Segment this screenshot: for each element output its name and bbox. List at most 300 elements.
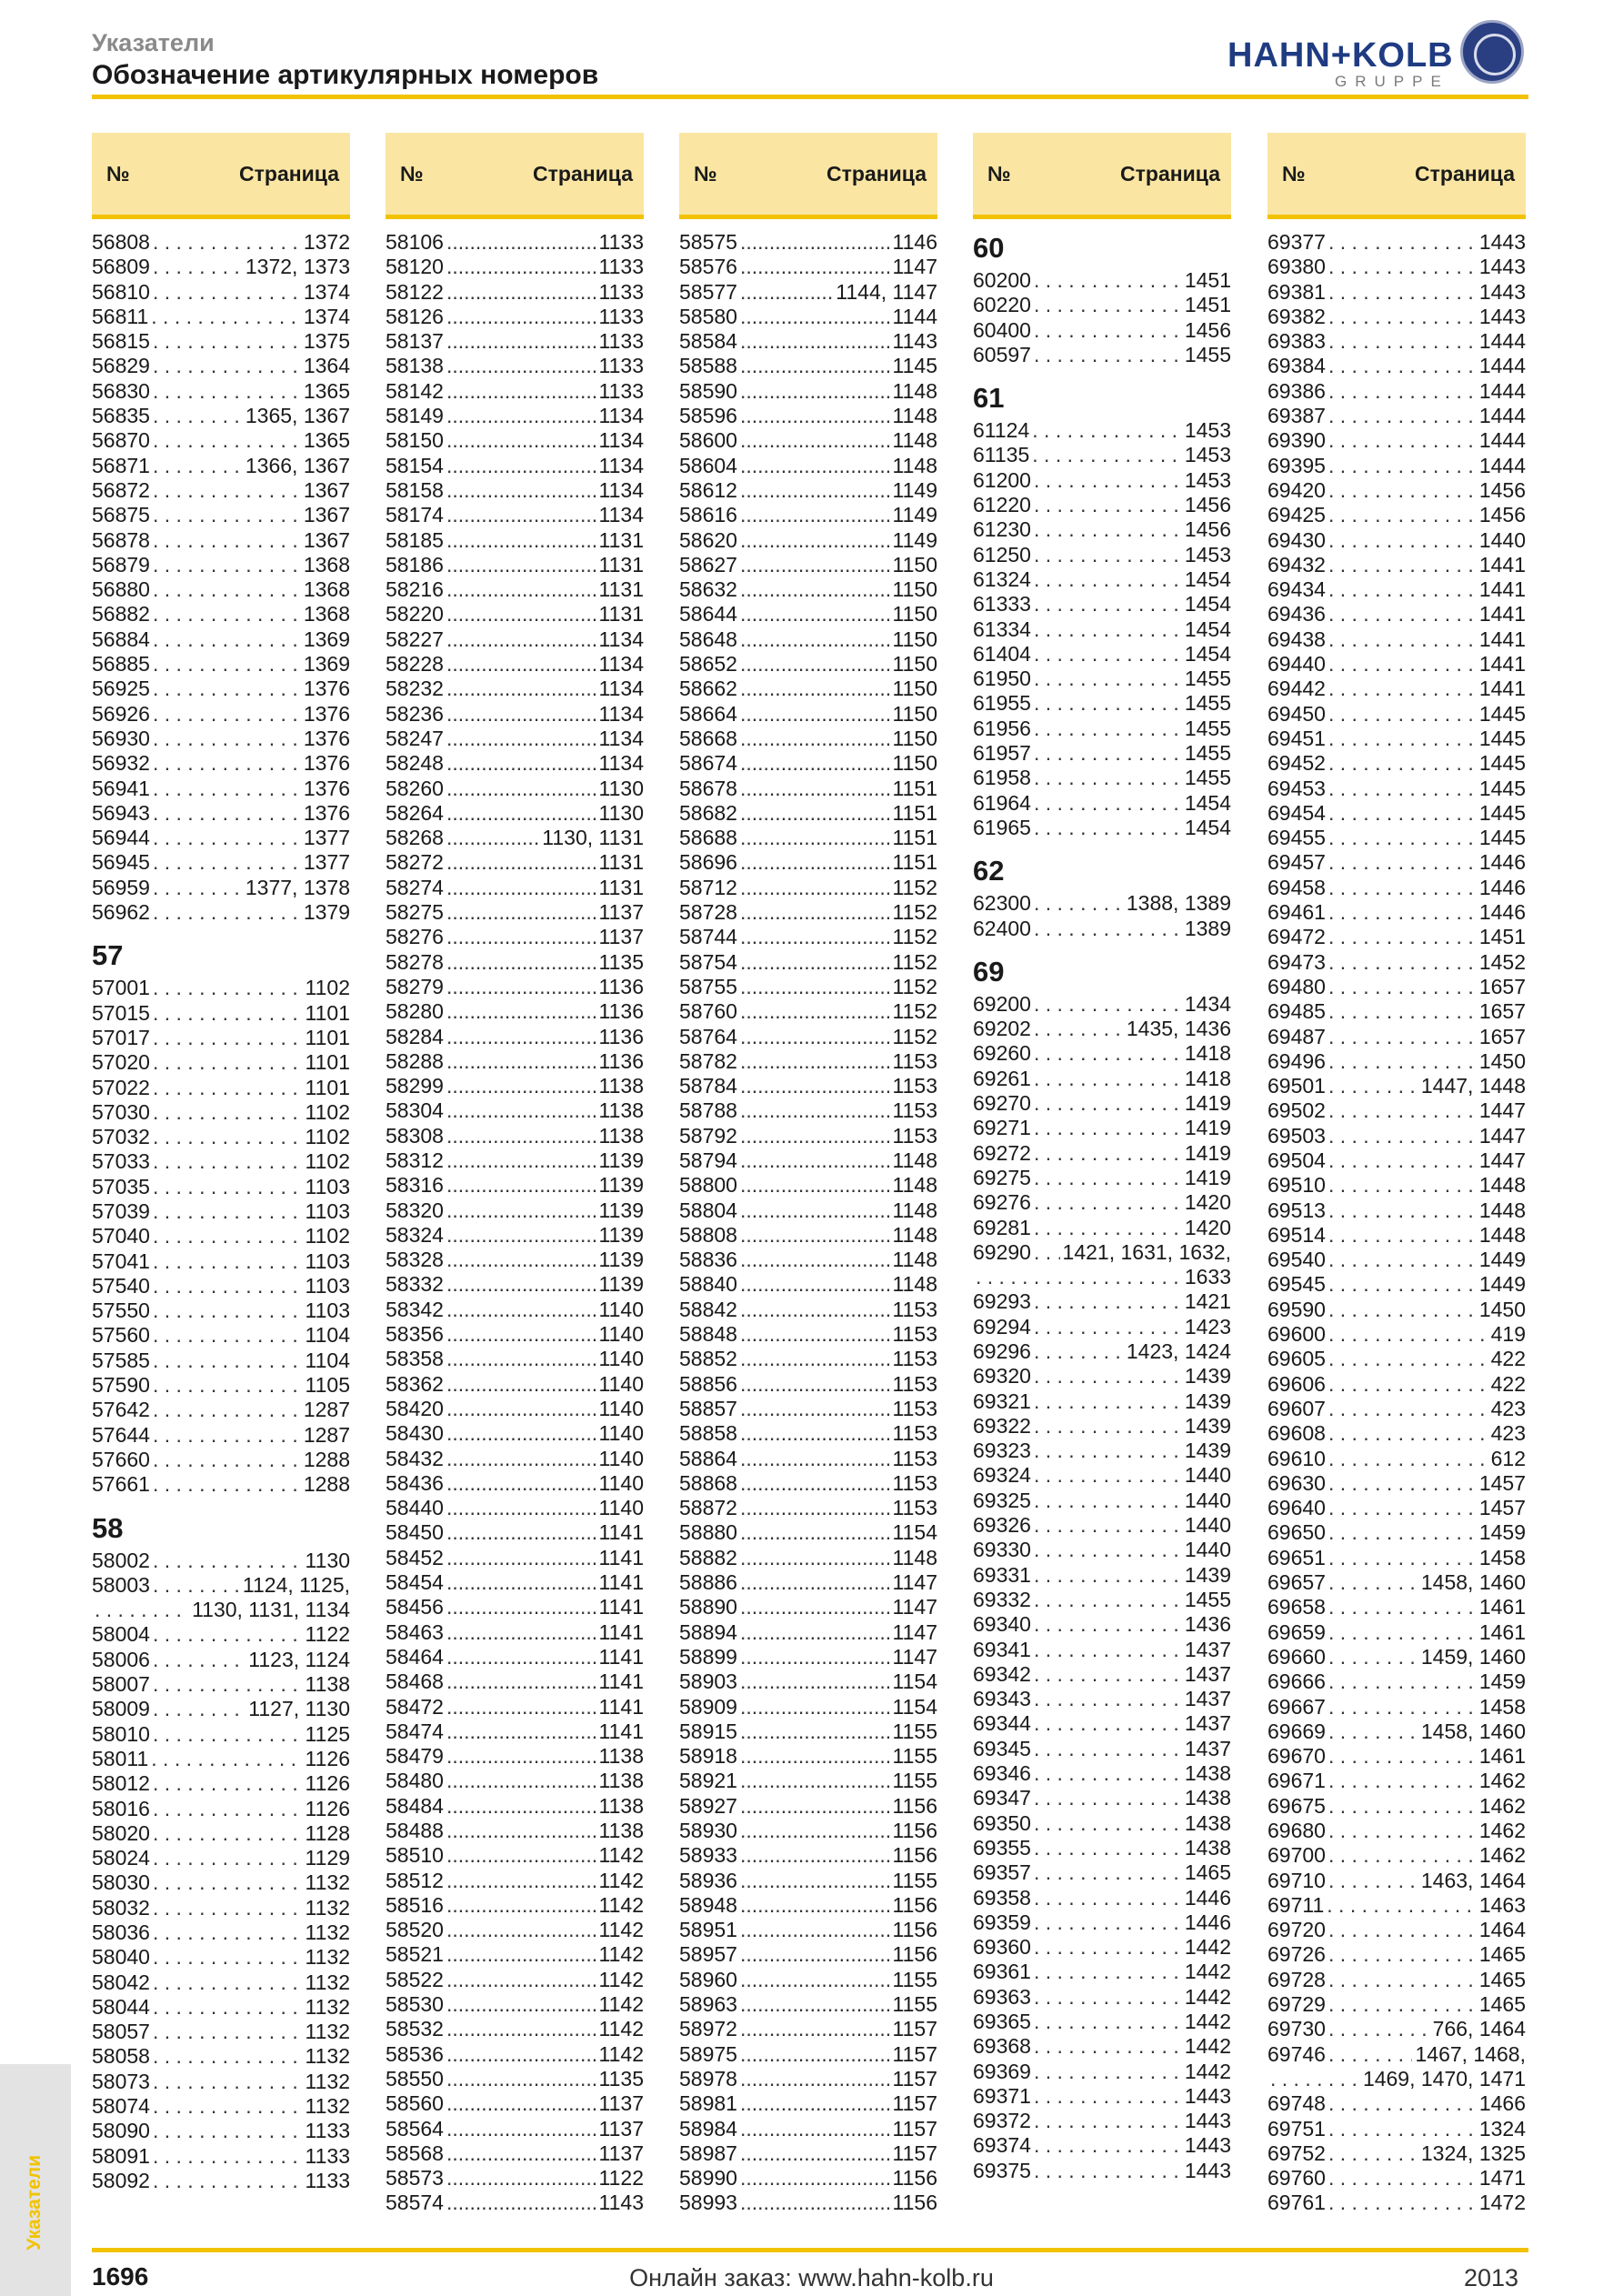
index-column (973, 133, 1231, 2183)
article-number: 69711 (1267, 1892, 1325, 1917)
article-number: 69472 (1267, 925, 1326, 949)
page-reference: 1377 (303, 826, 350, 850)
dot-leader (446, 1347, 596, 1371)
dot-leader (1034, 1662, 1182, 1687)
index-entry (92, 876, 350, 900)
index-entry (973, 816, 1231, 840)
index-entry (973, 1910, 1231, 1935)
index-entry (386, 2166, 644, 2191)
page-reference: 1421 (1184, 1289, 1231, 1314)
article-number: 69461 (1267, 900, 1326, 925)
dot-leader (1034, 691, 1182, 716)
article-number: 57001 (92, 976, 150, 1000)
article-number: 58090 (92, 2119, 150, 2143)
article-number: 58612 (679, 477, 737, 502)
index-entry (1267, 2091, 1526, 2116)
article-number: 56830 (92, 378, 150, 403)
page-reference: 1434 (1184, 991, 1231, 1016)
article-number: 58652 (679, 652, 737, 677)
article-number: 57550 (92, 1298, 150, 1323)
article-number: 69608 (1267, 1421, 1326, 1446)
page-reference: 1131 (598, 602, 644, 627)
article-number: 58564 (386, 2116, 444, 2141)
article-number: 69487 (1267, 1024, 1326, 1048)
article-number: 61955 (973, 691, 1031, 716)
dot-leader (740, 1695, 890, 1719)
index-entry (92, 727, 350, 751)
index-entry (973, 1489, 1231, 1513)
dot-leader (153, 2094, 303, 2119)
column-header-number: № (400, 161, 424, 185)
dot-leader (1328, 329, 1477, 354)
dot-leader (153, 1125, 303, 1149)
page-reference: 1443 (1184, 2109, 1231, 2133)
article-number: 61124 (973, 418, 1030, 443)
page-reference: 1134 (598, 627, 644, 651)
article-number: 69369 (973, 2059, 1031, 2083)
article-number: 58574 (386, 2191, 444, 2215)
article-number: 58032 (92, 1895, 150, 1920)
page-reference: 1132 (305, 1895, 350, 1920)
dot-leader (153, 2044, 303, 2069)
page-reference: 1138 (598, 1793, 644, 1818)
page-reference: 1142 (598, 2041, 644, 2066)
dot-leader (740, 1669, 890, 1694)
page-reference: 1288 (303, 1447, 350, 1471)
dot-leader (1034, 2084, 1182, 2109)
dot-leader (1328, 1347, 1488, 1371)
article-number: 58092 (92, 2168, 150, 2192)
dot-leader (1328, 1695, 1477, 1719)
index-entry (1267, 1248, 1526, 1272)
page-reference: 1130, 1131 (542, 826, 644, 850)
dot-leader (446, 1049, 596, 1074)
index-entry (679, 1124, 937, 1148)
dot-leader (1328, 826, 1477, 850)
index-entry (679, 826, 937, 850)
page-reference: 1469, 1470, 1471 (1362, 2066, 1526, 2090)
article-number: 69350 (973, 1810, 1031, 1835)
page-reference: 1141 (598, 1545, 644, 1569)
index-entry (92, 850, 350, 875)
page-reference: 1132 (305, 2020, 350, 2044)
page-reference: 1139 (598, 1198, 644, 1222)
index-entry (92, 503, 350, 527)
index-entry (679, 577, 937, 602)
index-entry (679, 1769, 937, 1793)
index-entry (679, 950, 937, 975)
article-number: 69502 (1267, 1098, 1326, 1123)
article-number: 58324 (386, 1222, 444, 1247)
dot-leader (740, 2166, 890, 2191)
index-entry (386, 876, 644, 900)
index-entry (679, 876, 937, 900)
page-reference: 1144, 1147 (836, 279, 937, 304)
index-entry (1267, 2017, 1526, 2041)
page-reference: 1443 (1184, 2083, 1231, 2108)
index-entry (386, 702, 644, 727)
article-number: 58185 (386, 527, 444, 552)
article-number: 69458 (1267, 875, 1326, 899)
dot-leader (446, 1546, 596, 1570)
page-reference: 1153 (892, 1098, 937, 1123)
article-number: 58484 (386, 1793, 444, 1818)
article-number: 56809 (92, 255, 150, 279)
page-reference: 1454 (1184, 790, 1231, 815)
dot-leader (740, 404, 890, 428)
index-entry (92, 1970, 350, 1995)
page-reference: 423 (1490, 1396, 1526, 1420)
page-reference: 1138 (598, 1769, 644, 1793)
dot-leader (1328, 280, 1477, 305)
page-reference: 1147 (892, 1595, 937, 1619)
index-entry (1267, 1322, 1526, 1347)
index-entry (92, 1274, 350, 1298)
article-number: 69375 (973, 2158, 1031, 2182)
index-entry (1267, 1198, 1526, 1223)
index-entry (973, 1463, 1231, 1488)
index-entry (386, 1942, 644, 1967)
page-reference: 1440 (1184, 1488, 1231, 1512)
dot-leader (1034, 1737, 1182, 1761)
page-reference: 1455 (1184, 1587, 1231, 1611)
dot-leader (1034, 1960, 1182, 1984)
column-header (92, 133, 350, 215)
index-entry (973, 1886, 1231, 1910)
index-entry (92, 1472, 350, 1497)
page-reference: 1441 (1478, 552, 1526, 577)
index-entry (92, 577, 350, 602)
page-reference: 1374 (303, 304, 350, 328)
index-entry (679, 1645, 937, 1669)
page-reference: 1423, 1424 (1126, 1338, 1231, 1363)
index-entry (973, 741, 1231, 766)
page-reference: 1136 (598, 1024, 644, 1048)
page-reference: 1152 (892, 999, 937, 1024)
article-number: 58596 (679, 404, 737, 428)
index-entry (679, 2141, 937, 2166)
dot-leader (153, 1423, 301, 1448)
page-reference: 1148 (892, 1248, 937, 1272)
article-number: 58532 (386, 2017, 444, 2041)
index-entry (1267, 627, 1526, 652)
page-reference: 1148 (892, 1198, 937, 1222)
page-reference: 1443 (1184, 2133, 1231, 2158)
page-reference: 1418 (1184, 1041, 1231, 1066)
dot-leader (740, 1794, 890, 1819)
index-entry (679, 255, 937, 279)
page-reference: 1446 (1184, 1910, 1231, 1934)
index-entry (679, 1322, 937, 1347)
dot-leader (446, 1695, 596, 1719)
index-entry (973, 1563, 1231, 1588)
page-reference: 1365 (303, 378, 350, 403)
article-number: 61200 (973, 467, 1031, 492)
index-entry (1267, 702, 1526, 727)
dot-leader (740, 727, 890, 751)
article-number: 58280 (386, 999, 444, 1024)
dot-leader (446, 1968, 596, 1992)
index-entry (973, 343, 1231, 367)
page-reference: 1450 (1478, 1048, 1526, 1073)
page-reference: 1142 (598, 1967, 644, 1991)
page-reference: 1150 (892, 652, 937, 677)
index-entry (973, 543, 1231, 567)
page-reference: 1153 (892, 1446, 937, 1470)
index-entry (973, 268, 1231, 293)
column-header (973, 133, 1231, 215)
dot-leader (1328, 1869, 1418, 1893)
article-number: 58308 (386, 1123, 444, 1148)
dot-leader (446, 975, 596, 999)
article-number: 69728 (1267, 1967, 1326, 1991)
dot-leader (446, 1098, 596, 1123)
dot-leader (1328, 1124, 1477, 1148)
page-reference: 1143 (598, 2191, 644, 2215)
page-reference: 1438 (1184, 1786, 1231, 1810)
index-entry (1267, 280, 1526, 305)
page-reference: 1439 (1184, 1389, 1231, 1413)
article-number: 56959 (92, 875, 150, 899)
index-entry (1267, 1546, 1526, 1570)
dot-leader (1034, 567, 1182, 592)
article-number: 69344 (973, 1711, 1031, 1736)
page-reference: 1153 (892, 1322, 937, 1347)
dot-leader (446, 1272, 596, 1297)
index-entry (973, 1836, 1231, 1860)
dot-leader (1034, 1836, 1182, 1860)
dot-leader (740, 454, 890, 478)
article-number: 57041 (92, 1248, 150, 1273)
index-entry (1267, 553, 1526, 577)
dot-leader (1328, 454, 1477, 478)
dot-leader (446, 1322, 596, 1347)
page-reference: 1462 (1478, 1819, 1526, 1842)
article-number: 58299 (386, 1074, 444, 1098)
page-reference: 1444 (1478, 428, 1526, 453)
dot-leader (1328, 1421, 1488, 1446)
page-reference: 1454 (1184, 815, 1231, 839)
page-reference: 1138 (598, 1819, 644, 1842)
article-number: 69501 (1267, 1074, 1326, 1098)
index-entry (386, 1620, 644, 1645)
article-number: 69726 (1267, 1942, 1326, 1967)
page-reference: 1134 (598, 726, 644, 750)
dot-leader (446, 1719, 596, 1744)
article-number: 69341 (973, 1637, 1031, 1661)
dot-leader (446, 850, 596, 875)
index-entry (92, 1050, 350, 1075)
dot-leader (1328, 1372, 1488, 1397)
article-number: 58899 (679, 1644, 737, 1669)
article-number: 69605 (1267, 1347, 1326, 1371)
article-number: 58247 (386, 726, 444, 750)
index-entry (679, 2067, 937, 2091)
page-reference: 1374 (303, 279, 350, 304)
article-number: 69451 (1267, 726, 1326, 750)
index-entry (92, 255, 350, 279)
article-number: 69667 (1267, 1694, 1326, 1719)
article-number: 69347 (973, 1786, 1031, 1810)
dot-leader (153, 1026, 303, 1050)
page-reference: 1142 (598, 1992, 644, 2017)
article-number: 58792 (679, 1123, 737, 1148)
index-entry (679, 777, 937, 801)
index-entry (386, 652, 644, 677)
index-entry (679, 1447, 937, 1471)
page-reference: 1152 (892, 949, 937, 974)
index-entry (92, 1995, 350, 2020)
article-number: 69275 (973, 1165, 1031, 1189)
article-number: 56810 (92, 279, 150, 304)
page-reference: 1152 (892, 925, 937, 949)
index-entry (1267, 1421, 1526, 1446)
dot-leader (446, 1843, 596, 1868)
dot-leader (446, 900, 596, 925)
article-number: 58007 (92, 1672, 150, 1697)
article-number: 58216 (386, 577, 444, 602)
page-reference: 1134 (598, 404, 644, 428)
page-reference: 1459 (1478, 1520, 1526, 1545)
page-reference: 1454 (1184, 617, 1231, 641)
page-reference: 1133 (305, 2143, 350, 2168)
page-reference: 1141 (598, 1520, 644, 1545)
dot-leader (1328, 1496, 1477, 1520)
index-entry (1267, 1272, 1526, 1297)
column-header-page: Страница (827, 161, 927, 185)
dot-leader (153, 677, 301, 701)
article-number: 69651 (1267, 1545, 1326, 1569)
page-reference: 1134 (598, 453, 644, 477)
index-entry (386, 1794, 644, 1819)
article-number: 69390 (1267, 428, 1326, 453)
page-reference: 1101 (305, 1025, 350, 1049)
dot-leader (1328, 1025, 1477, 1049)
dot-leader (446, 2017, 596, 2041)
page-reference: 1151 (892, 850, 937, 875)
page-reference: 1128 (305, 1820, 350, 1845)
dot-leader (446, 1769, 596, 1793)
page-reference: 1376 (303, 677, 350, 701)
dot-leader (1034, 1463, 1182, 1488)
index-entry (1267, 850, 1526, 875)
dot-leader (1328, 1546, 1477, 1570)
dot-leader (1034, 1761, 1182, 1786)
dot-leader (153, 1920, 303, 1945)
dot-leader (153, 1970, 303, 1995)
page-reference: 1420 (1184, 1215, 1231, 1239)
page-reference: 1135 (598, 2066, 644, 2090)
index-entry (1267, 1695, 1526, 1719)
dot-leader (446, 329, 596, 354)
page-reference: 1456 (1478, 477, 1526, 502)
article-number: 61957 (973, 741, 1031, 766)
dot-leader (153, 528, 301, 553)
index-entry (679, 1819, 937, 1843)
page-reference: 1633 (1184, 1265, 1231, 1289)
article-number: 58755 (679, 974, 737, 998)
dot-leader (446, 602, 596, 627)
article-number: 69455 (1267, 826, 1326, 850)
article-number: 69272 (973, 1140, 1031, 1165)
dot-leader (446, 2117, 596, 2141)
page-reference: 1447, 1448 (1420, 1074, 1526, 1098)
page-reference: 1419 (1184, 1091, 1231, 1116)
index-entry (386, 925, 644, 949)
dot-leader (740, 1248, 890, 1272)
dot-leader (446, 1298, 596, 1322)
dot-leader (446, 2091, 596, 2116)
page-reference: 1122 (598, 2166, 644, 2191)
article-number: 60200 (973, 268, 1031, 292)
article-number: 58990 (679, 2166, 737, 2191)
dot-leader (1034, 1315, 1182, 1339)
article-number: 56811 (92, 304, 149, 328)
dot-leader (446, 1744, 596, 1769)
dot-leader (153, 1349, 303, 1373)
article-number: 69658 (1267, 1595, 1326, 1619)
index-entry (679, 528, 937, 553)
page-reference: 1439 (1184, 1413, 1231, 1438)
page-reference: 1141 (598, 1644, 644, 1669)
dot-leader (740, 2191, 890, 2215)
index-entry (973, 1935, 1231, 1960)
page-reference: 1148 (892, 428, 937, 453)
dot-leader (153, 1472, 301, 1497)
dot-leader (153, 1995, 303, 2020)
index-entry (1267, 2166, 1526, 2191)
page-reference: 1140 (598, 1396, 644, 1420)
article-number: 58856 (679, 1371, 737, 1396)
page-reference: 1148 (892, 378, 937, 403)
article-number: 58516 (386, 1892, 444, 1917)
page-reference: 1153 (892, 1470, 937, 1495)
page-reference: 1134 (598, 751, 644, 776)
article-number: 58480 (386, 1769, 444, 1793)
dot-leader (153, 826, 301, 850)
index-entry (386, 553, 644, 577)
index-entry (679, 404, 937, 428)
page-reference: 1462 (1478, 1843, 1526, 1868)
page-reference: 1462 (1478, 1769, 1526, 1793)
article-number: 57033 (92, 1149, 150, 1174)
dot-leader (740, 280, 833, 305)
article-number: 58930 (679, 1819, 737, 1842)
dot-leader (740, 777, 890, 801)
dot-leader (153, 255, 243, 279)
index-entry (92, 2119, 350, 2143)
article-number: 58510 (386, 1843, 444, 1868)
index-entry (1267, 1372, 1526, 1397)
index-entry (973, 917, 1231, 941)
article-number: 57040 (92, 1224, 150, 1248)
dot-leader (151, 305, 301, 329)
dot-leader (446, 428, 596, 453)
index-entry (386, 454, 644, 478)
article-number: 58040 (92, 1945, 150, 1970)
article-number: 57540 (92, 1273, 150, 1298)
dot-leader (1328, 1074, 1418, 1098)
page-reference: 1139 (598, 1248, 644, 1272)
index-entry (679, 1744, 937, 1769)
page-reference: 1419 (1184, 1165, 1231, 1189)
article-number: 69607 (1267, 1396, 1326, 1420)
dot-leader (153, 1249, 303, 1274)
index-column (1267, 133, 1526, 2216)
article-number: 58858 (679, 1421, 737, 1446)
article-number: 69371 (973, 2083, 1031, 2108)
article-number: 69358 (973, 1885, 1031, 1910)
